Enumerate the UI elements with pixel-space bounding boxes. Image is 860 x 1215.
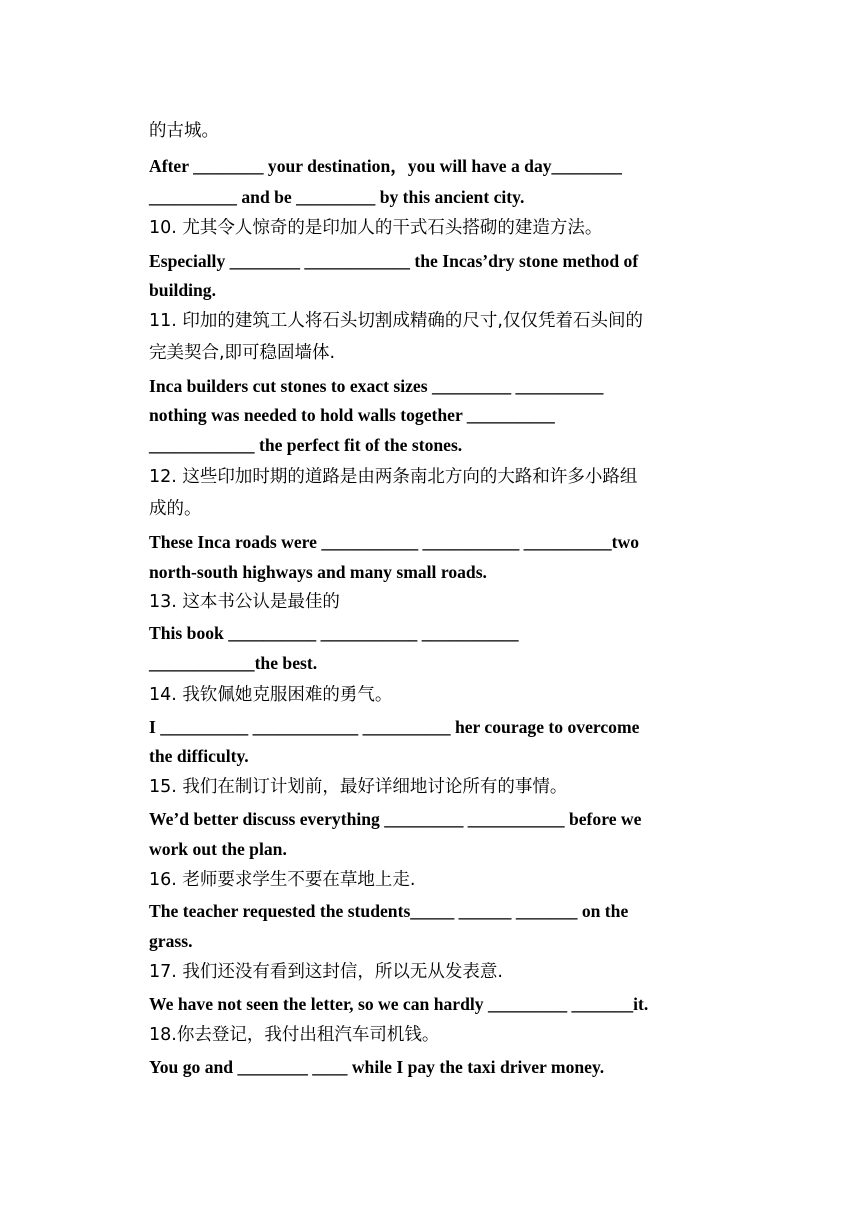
text-line: ____________ the perfect fit of the stones. <box>149 435 463 455</box>
text-line: grass. <box>149 931 193 951</box>
text-line: The teacher requested the students_____ ______ _______ on the <box>149 901 629 921</box>
text-line: We’d better discuss everything _________ ___________ before we <box>149 809 642 829</box>
text-line: Especially ________ ____________ the Incas’dry stone method of <box>149 251 639 271</box>
text-line: __________ and be _________ by this ancient city. <box>149 187 525 207</box>
question-12: 12. 这些印加时期的道路是由两条南北方向的大路和许多小路组 <box>149 467 638 487</box>
text-line: 成的。 <box>149 499 202 519</box>
text-line: Inca builders cut stones to exact sizes _________ __________ <box>149 376 604 396</box>
question-16: 16. 老师要求学生不要在草地上走. <box>149 870 416 890</box>
text-line: We have not seen the letter, so we can hardly _________ _______it. <box>149 994 649 1014</box>
text-line: After ________ your destination，you will have a day________ <box>149 156 622 176</box>
text-line: the difficulty. <box>149 746 249 766</box>
text-line: I __________ ____________ __________ her courage to overcome <box>149 717 640 737</box>
question-11: 11. 印加的建筑工人将石头切割成精确的尺寸,仅仅凭着石头间的 <box>149 311 643 331</box>
text-line: building. <box>149 280 216 300</box>
text-line: ____________the best. <box>149 653 318 673</box>
text-line: This book __________ ___________ ___________ <box>149 623 519 643</box>
text-line: You go and ________ ____ while I pay the taxi driver money. <box>149 1057 605 1077</box>
text-line: nothing was needed to hold walls together __________ <box>149 405 555 425</box>
question-17: 17. 我们还没有看到这封信，所以无从发表意. <box>149 962 503 982</box>
question-13: 13. 这本书公认是最佳的 <box>149 592 340 612</box>
text-line: north-south highways and many small roads. <box>149 562 487 582</box>
text-line: 的古城。 <box>149 121 219 141</box>
question-14: 14. 我钦佩她克服困难的勇气。 <box>149 685 393 705</box>
question-18: 18.你去登记，我付出租汽车司机钱。 <box>149 1025 440 1045</box>
question-10: 10. 尤其令人惊奇的是印加人的干式石头搭砌的建造方法。 <box>149 218 603 238</box>
question-15: 15. 我们在制订计划前，最好详细地讨论所有的事情。 <box>149 777 568 797</box>
text-line: These Inca roads were ___________ ___________ __________two <box>149 532 640 552</box>
text-line: 完美契合,即可稳固墙体. <box>149 343 336 363</box>
text-line: work out the plan. <box>149 839 287 859</box>
